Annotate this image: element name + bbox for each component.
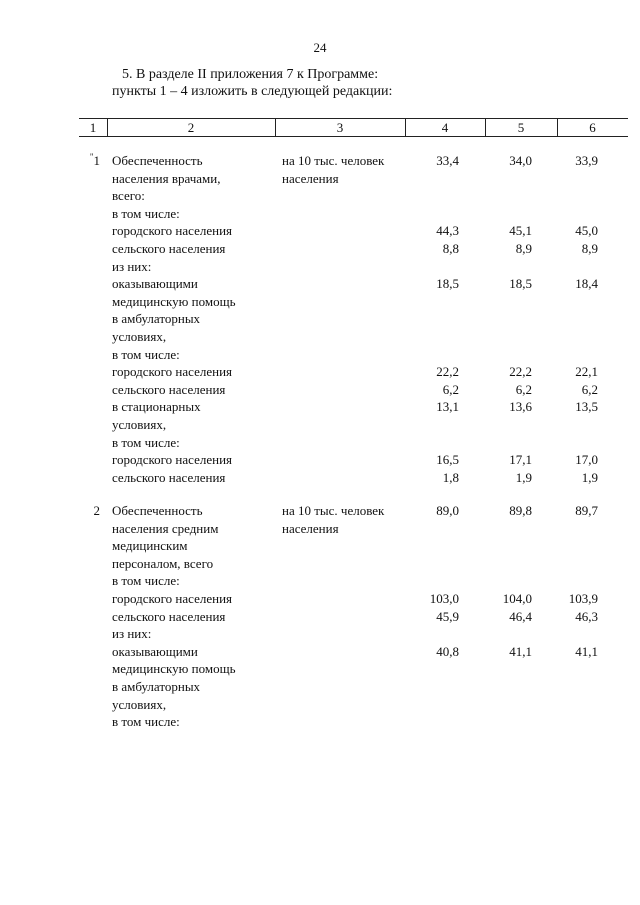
row-number <box>80 502 100 520</box>
value-cell: 45,9 <box>436 608 459 624</box>
indicator-label: городского населения <box>112 364 233 380</box>
value-cell: 89,8 <box>509 503 532 518</box>
table-header-row <box>79 118 628 137</box>
value-cell: 89,0 <box>436 503 459 518</box>
indicator-label: в том числе: <box>112 573 180 589</box>
indicator-label: в том числе: <box>112 434 180 450</box>
value-cell: 40,8 <box>436 643 459 659</box>
value-cell: 16,5 <box>436 452 459 468</box>
indicator-label: городского населения <box>112 223 233 239</box>
row-number-marker: " <box>89 152 94 162</box>
indicator-label: в амбулаторных <box>112 679 201 694</box>
value-cell: 8,9 <box>515 241 532 256</box>
intro-line-2: пункты 1 – 4 изложить в следующей редакции: <box>112 84 393 99</box>
header-col-3: 3 <box>336 120 344 135</box>
value-cell: 46,4 <box>509 608 532 624</box>
value-cell: 6,2 <box>442 381 459 397</box>
intro-text <box>112 66 393 100</box>
unit-label: населения <box>282 520 339 536</box>
indicator-label: городского населения <box>112 591 233 606</box>
value-cell: 18,5 <box>509 276 532 292</box>
indicator-label: в амбулаторных <box>112 311 201 327</box>
indicator-label: из них: <box>112 626 152 642</box>
value-cell: 18,5 <box>436 276 459 292</box>
indicator-label: оказывающими <box>112 276 198 292</box>
value-cell: 8,9 <box>581 241 598 256</box>
indicator-label: Обеспеченность <box>112 503 203 518</box>
unit-label: на 10 тыс. человек <box>282 153 385 168</box>
value-cell: 33,9 <box>575 153 598 168</box>
header-col-2: 2 <box>187 120 195 135</box>
value-cell: 41,1 <box>575 643 598 659</box>
value-cell: 104,0 <box>502 591 532 606</box>
value-cell: 13,5 <box>575 399 598 415</box>
header-col-1: 1 <box>89 120 97 135</box>
value-cell: 13,1 <box>436 399 459 415</box>
indicator-label: Обеспеченность <box>112 153 203 168</box>
indicator-label: из них: <box>112 258 152 274</box>
value-cell: 6,2 <box>581 381 598 397</box>
indicator-label: в стационарных <box>112 399 201 415</box>
indicator-label: в том числе: <box>112 205 180 221</box>
indicator-label: сельского населения <box>112 608 226 624</box>
indicator-label: в том числе: <box>112 714 180 730</box>
indicator-label: условиях, <box>112 329 167 344</box>
indicator-label: условиях, <box>112 417 167 432</box>
value-cell: 13,6 <box>509 399 532 415</box>
intro-line-1: 5. В разделе II приложения 7 к Программе: <box>122 67 379 82</box>
unit-label: на 10 тыс. человек <box>282 503 385 518</box>
indicator-label: сельского населения <box>112 381 226 397</box>
value-cell: 103,0 <box>429 591 459 606</box>
value-cell: 1,9 <box>581 469 598 485</box>
indicator-label: городского населения <box>112 452 233 468</box>
value-cell: 8,8 <box>442 241 459 256</box>
value-cell: 17,1 <box>509 452 532 468</box>
value-cell: 22,2 <box>436 364 459 380</box>
value-cell: 45,1 <box>509 223 532 239</box>
unit-label: населения <box>282 170 339 186</box>
value-cell: 34,0 <box>509 153 532 168</box>
value-cell: 45,0 <box>575 223 598 239</box>
value-cell: 1,8 <box>442 469 459 485</box>
indicator-label: населения врачами, <box>112 170 221 186</box>
indicator-label: медицинскую помощь <box>112 661 236 677</box>
indicator-label: всего: <box>112 188 145 204</box>
page-number: 24 <box>313 40 327 55</box>
value-cell: 46,3 <box>575 608 598 624</box>
value-cell: 1,9 <box>515 469 532 485</box>
indicator-label: медицинским <box>112 538 188 554</box>
value-cell: 41,1 <box>509 643 532 659</box>
value-cell: 103,9 <box>568 591 598 606</box>
value-cell: 44,3 <box>436 223 459 239</box>
indicator-label: персоналом, всего <box>112 555 214 571</box>
indicator-label: населения средним <box>112 520 219 536</box>
value-cell: 22,2 <box>509 364 532 380</box>
header-col-5: 5 <box>517 120 525 135</box>
indicator-label: медицинскую помощь <box>112 293 236 309</box>
value-cell: 22,1 <box>575 364 598 380</box>
value-cell: 18,4 <box>575 276 598 292</box>
indicator-label: условиях, <box>112 696 167 712</box>
value-cell: 17,0 <box>575 452 598 468</box>
row-number-value: 1 <box>93 153 100 168</box>
header-col-4: 4 <box>441 120 449 135</box>
indicator-label: в том числе: <box>112 346 180 362</box>
indicator-label: сельского населения <box>112 241 226 256</box>
indicator-label: сельского населения <box>112 469 226 485</box>
value-cell: 33,4 <box>436 153 459 168</box>
row-number <box>80 152 100 170</box>
value-cell: 6,2 <box>515 381 532 397</box>
header-col-6: 6 <box>589 120 596 135</box>
row-number-value: 2 <box>93 503 100 518</box>
value-cell: 89,7 <box>575 503 598 518</box>
indicator-label: оказывающими <box>112 643 198 659</box>
